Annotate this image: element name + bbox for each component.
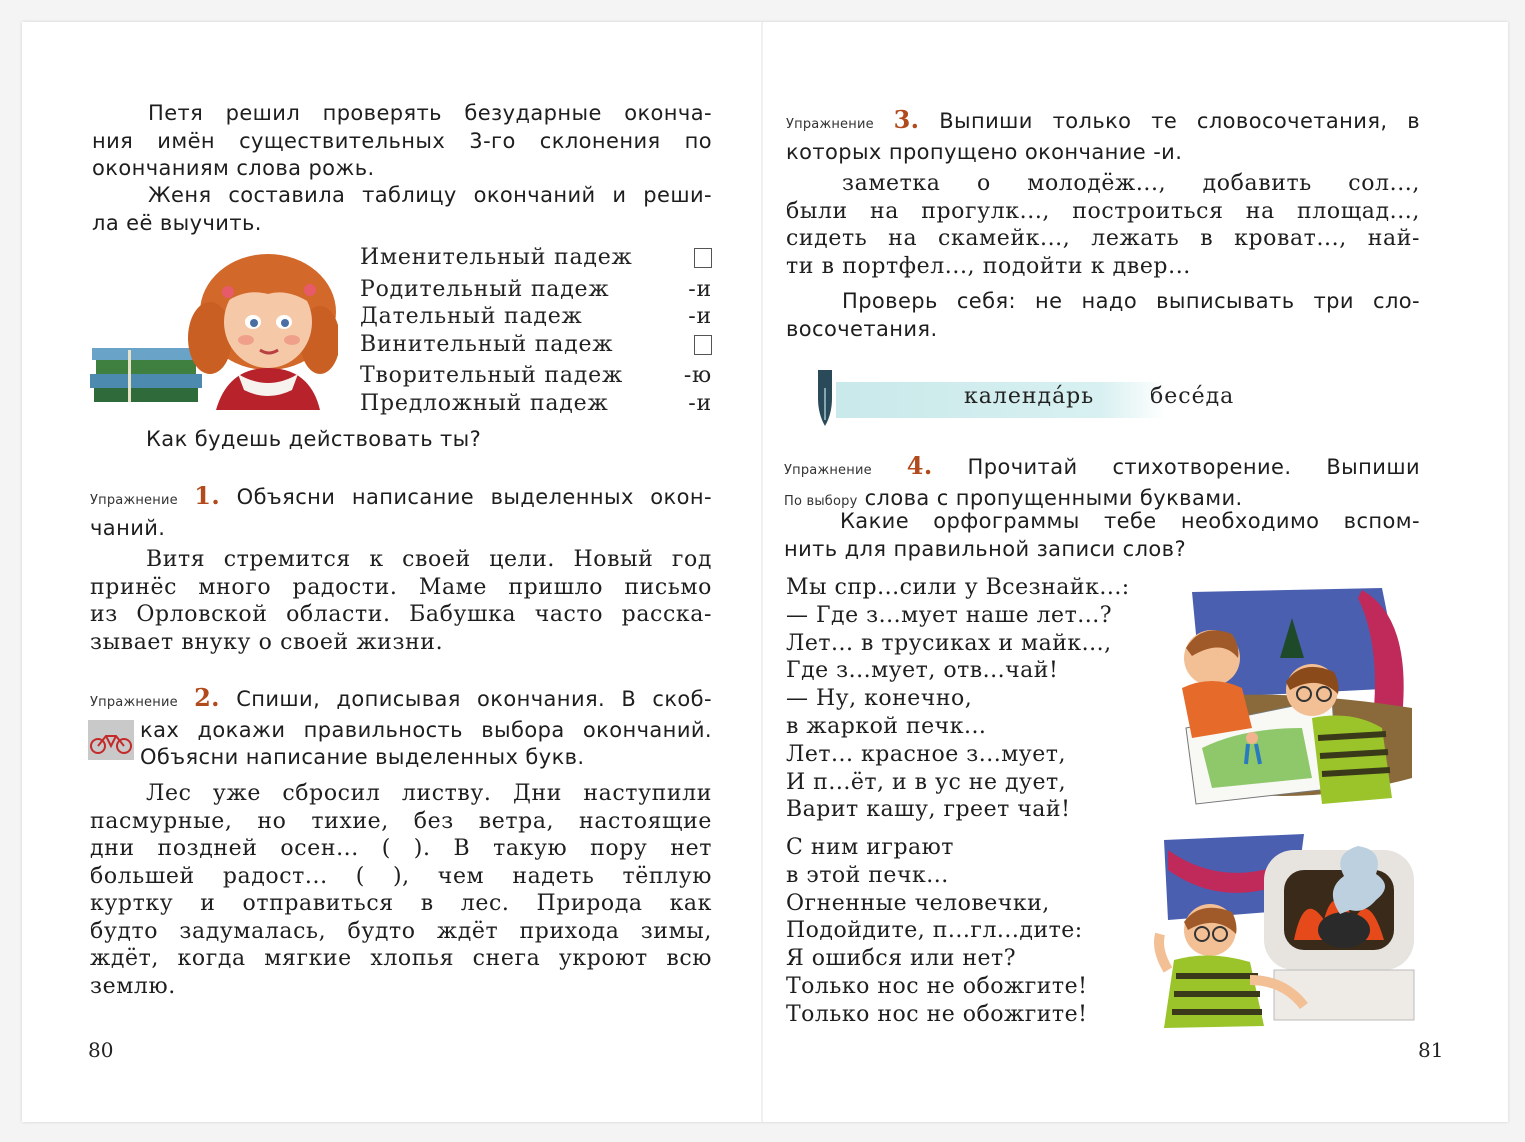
case-name: Предложный падеж <box>360 390 609 416</box>
exercise-label: Упражнение <box>90 493 178 508</box>
text-line: Выпиши только те словосочетания, в <box>939 109 1421 133</box>
intro-paragraph-1 <box>92 100 712 183</box>
exercise-2-text <box>90 780 712 1000</box>
case-ending-empty <box>672 331 712 363</box>
case-row <box>360 331 712 363</box>
text-line: будто задумалась, будто ждёт прихода зимы, <box>90 918 712 944</box>
empty-box-icon <box>694 335 712 355</box>
text-line: нить для правильной записи слов? <box>784 536 1186 561</box>
case-row <box>360 244 712 276</box>
text-line: большей радост... ( ), чем надеть тёплую <box>90 863 712 889</box>
text-line: слова с пропущенными буквами. <box>864 485 1243 510</box>
case-row <box>360 303 712 331</box>
poem-line: Мы спр...сили у Всезнайк...: <box>786 575 1130 600</box>
case-ending: -ю <box>683 363 712 388</box>
exercise-label: Упражнение <box>786 117 874 132</box>
empty-box-icon <box>694 248 712 268</box>
text-line: пасмурные, но тихие, без ветра, настоящие <box>90 808 712 834</box>
text-line: окончаниям слова рожь. <box>92 156 375 180</box>
textbook-spread <box>22 22 1508 1122</box>
vocabulary-word: бесе́да <box>1150 384 1235 409</box>
text-line: ти в портфел..., подойти к двер... <box>786 253 1191 279</box>
left-page <box>22 22 762 1122</box>
poem-line: — Где з...мует наше лет...? <box>786 602 1113 628</box>
page-number-left: 80 <box>88 1038 114 1062</box>
text-line: Спиши, дописывая окончания. В скоб- <box>236 687 713 711</box>
poem-line: Лет... в трусиках и майк..., <box>786 630 1112 656</box>
exercise-1-text <box>90 546 712 656</box>
case-endings-table <box>360 244 712 417</box>
case-ending: -и <box>688 304 712 329</box>
right-page <box>764 22 1508 1122</box>
poem-line: Только нос не обожгите! <box>786 973 1088 999</box>
case-name: Именительный падеж <box>360 245 633 270</box>
case-name: Винительный падеж <box>360 331 614 357</box>
boys-with-drawing-illustration <box>1162 578 1422 808</box>
text-line: заметка о молодёж..., добавить сол..., <box>842 171 1420 196</box>
poem-line: — Ну, конечно, <box>786 686 973 712</box>
text-line: сидеть на скамейк..., лежать в кроват..., най- <box>786 226 1420 251</box>
text-line: куртку и отправиться в лес. Природа как <box>90 891 712 916</box>
exercise-1-task <box>90 482 712 542</box>
text-line: Объясни написание выделенных букв. <box>140 745 585 769</box>
poem-line: Варит кашу, греет чай! <box>786 797 1071 823</box>
exercise-number: 1. <box>194 481 221 510</box>
text-line: ждёт, когда мягкие хлопья снега укроют всю <box>90 946 712 971</box>
girl-with-books-illustration <box>88 250 338 410</box>
text-line: принёс много радости. Маме пришло письмо <box>90 574 712 600</box>
text-line: восочетания. <box>786 316 938 341</box>
case-ending-empty <box>672 244 712 276</box>
text-line: чаний. <box>90 515 166 540</box>
case-name: Творительный падеж <box>360 363 624 388</box>
text-line: Объясни написание выделенных окон- <box>236 485 712 509</box>
exercise-3-check <box>786 288 1420 343</box>
exercise-number: 4. <box>906 451 933 480</box>
text-line: ках докажи правильность выбора окончаний. <box>140 717 712 742</box>
text-line: Женя составила таблицу окончаний и реши- <box>148 183 712 207</box>
exercise-sublabel: По выбору <box>784 493 858 509</box>
page-number-right: 81 <box>1418 1038 1444 1062</box>
exercise-number: 3. <box>893 105 920 134</box>
poem-line: Огненные человечки, <box>786 890 1050 916</box>
case-name: Дательный падеж <box>360 304 583 329</box>
text-line: Прочитай стихотворение. Выпиши <box>967 455 1420 479</box>
text-line: землю. <box>90 973 176 999</box>
poem-line: И п...ёт, и в ус не дует, <box>786 769 1067 795</box>
poem-line: С ним играют <box>786 835 954 860</box>
poem-line: в этой печк... <box>786 862 949 888</box>
text-line: Петя решил проверять безударные оконча- <box>148 101 712 125</box>
vocabulary-word: календа́рь <box>964 384 1095 409</box>
text-line: дни поздней осен... ( ). В такую пору нет <box>90 836 712 861</box>
exercise-4-task <box>784 452 1420 515</box>
gutter <box>761 22 763 1122</box>
text-line: ния имён существительных 3-го склонения по <box>92 128 712 153</box>
text-line: из Орловской области. Бабушка часто расска- <box>90 602 712 627</box>
poem-line: Лет... красное з...мует, <box>786 741 1066 767</box>
intro-paragraph-2 <box>92 182 712 237</box>
text-line: Витя стремится к своей цели. Новый год <box>146 547 712 572</box>
tandem-bicycle-icon <box>88 720 134 760</box>
exercise-3-task <box>786 106 1420 166</box>
text-line: Лес уже сбросил листву. Дни наступили <box>146 781 712 806</box>
poem-stanza-2 <box>786 834 1087 1029</box>
text-line: зывает внуку о своей жизни. <box>90 629 444 655</box>
case-row <box>360 390 712 418</box>
poem-line: Где з...мует, отв...чай! <box>786 658 1059 684</box>
text-line: Проверь себя: не надо выписывать три сло- <box>842 289 1420 313</box>
case-row <box>360 362 712 390</box>
text-line: ла её выучить. <box>92 210 262 235</box>
case-row <box>360 276 712 304</box>
text-line: которых пропущено окончание -и. <box>786 139 1183 164</box>
text-line: Какие орфограммы тебе необходимо вспом- <box>840 509 1420 533</box>
exercise-label: Упражнение <box>90 695 178 710</box>
case-name: Родительный падеж <box>360 276 610 302</box>
poem-line: Только нос не обожгите! <box>786 1001 1088 1027</box>
poem-line: Я ошибся или нет? <box>786 946 1017 972</box>
text-line: были на прогулк..., построиться на площад..., <box>786 198 1420 224</box>
poem-stanza-1 <box>786 574 1130 824</box>
exercise-4-question <box>784 508 1420 563</box>
case-ending: -и <box>688 390 712 416</box>
poem-line: Подойдите, п...гл...дите: <box>786 918 1083 944</box>
exercise-3-text <box>786 170 1420 280</box>
question <box>146 426 646 454</box>
pen-nib-icon <box>814 368 836 428</box>
exercise-2-task <box>90 684 712 772</box>
text-line: Как будешь действовать ты? <box>146 427 482 451</box>
exercise-label: Упражнение <box>784 463 872 478</box>
case-ending: -и <box>688 276 712 302</box>
boy-at-stove-illustration <box>1154 830 1424 1030</box>
poem-line: в жаркой печк... <box>786 713 987 739</box>
exercise-number: 2. <box>194 683 220 712</box>
